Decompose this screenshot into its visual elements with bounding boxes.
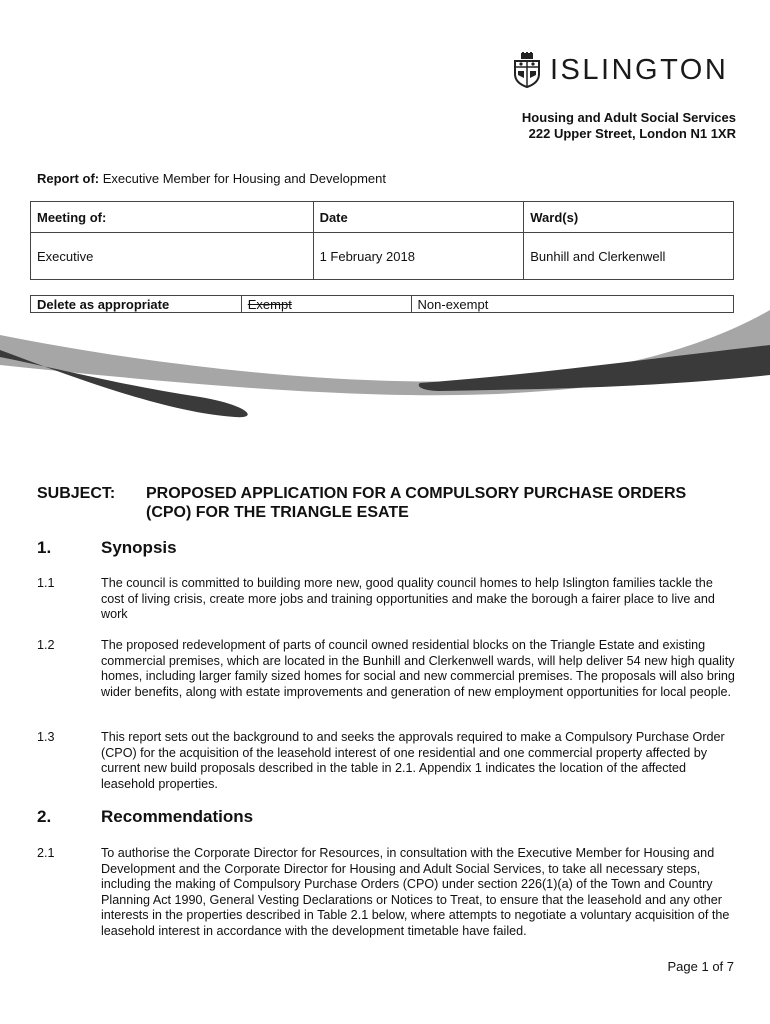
address-line-2: 222 Upper Street, London N1 1XR <box>528 126 736 141</box>
delete-label-cell: Delete as appropriate <box>31 296 242 313</box>
report-of <box>37 171 386 186</box>
paragraph-1-3 <box>37 730 737 792</box>
logo-text: ISLINGTON <box>550 53 729 86</box>
department-address <box>522 110 736 142</box>
meeting-table-value-row <box>31 233 734 280</box>
subject-label: SUBJECT: <box>37 485 116 502</box>
wards-header-cell: Ward(s) <box>524 202 734 233</box>
decorative-swoosh <box>0 305 770 435</box>
page-number: Page 1 of 7 <box>667 959 734 974</box>
report-of-label: Report of: <box>37 171 100 186</box>
meeting-value-cell: Executive <box>31 233 314 280</box>
section-title: Recommendations <box>101 807 254 826</box>
meeting-table-header-row <box>31 202 734 233</box>
paragraph-2-1 <box>37 846 737 939</box>
non-exempt-cell: Non-exempt <box>411 296 733 313</box>
section-title: Synopsis <box>101 538 177 557</box>
paragraph-1-2 <box>37 638 737 700</box>
islington-logo <box>512 52 728 88</box>
paragraph-text: To authorise the Corporate Director for Resources, in consultation with the Executive Member for Housing and Development and the Corporate Director for Housing and Adult Social Services, to take all necessary steps, including the making of Compulsory Purchase Orders (CPO) under section 226(1)(a) of the Town and Country Planning Act 1990, General Vesting Declarations or Notices to Treat, to ensure that the leasehold and any other interests in the properties described in Table 2.1 below, where attempts to negotiate a voluntary acquisition of the leasehold interest in accordance with the development timetable have failed. <box>101 846 730 938</box>
date-header-cell: Date <box>313 202 524 233</box>
paragraph-number: 2.1 <box>37 846 55 860</box>
crest-icon <box>512 52 542 88</box>
section-number: 2. <box>37 807 52 826</box>
paragraph-text: This report sets out the background to and seeks the approvals required to make a Compulsory Purchase Order (CPO) for the acquisition of the leasehold interest of one residential and one commercial property affected by current new build proposals described in the table in 2.1. Appendix 1 indicates the location of the affected leasehold properties. <box>101 730 725 791</box>
exempt-cell: Exempt <box>241 296 411 313</box>
swoosh-dark-band-right <box>419 345 770 391</box>
address-line-1: Housing and Adult Social Services <box>521 110 736 125</box>
paragraph-number: 1.1 <box>37 576 55 590</box>
paragraph-text: The council is committed to building more new, good quality council homes to help Islington families tackle the cost of living crisis, create more jobs and training opportunities and make the borough a fairer place to live and work <box>101 576 715 621</box>
paragraph-number: 1.2 <box>37 638 55 652</box>
date-value-cell: 1 February 2018 <box>313 233 524 280</box>
paragraph-text: The proposed redevelopment of parts of council owned residential blocks on the Triangle Estate and existing commercial premises, which are located in the Bunhill and Clerkenwell wards, will help deliver 54 new high quality homes, including larger family sized homes for social and new commercial premises. The proposals will also bring wider benefits, along with estate improvements and generation of new employment opportunities for local people. <box>101 638 735 699</box>
meeting-table <box>30 201 734 280</box>
subject-text: PROPOSED APPLICATION FOR A COMPULSORY PURCHASE ORDERS (CPO) FOR THE TRIANGLE ESATE <box>146 485 687 521</box>
wards-value-cell: Bunhill and Clerkenwell <box>524 233 734 280</box>
section-number: 1. <box>37 538 52 557</box>
paragraph-1-1 <box>37 576 737 623</box>
report-of-value: Executive Member for Housing and Development <box>102 171 386 186</box>
meeting-header-cell: Meeting of: <box>31 202 314 233</box>
paragraph-number: 1.3 <box>37 730 55 744</box>
